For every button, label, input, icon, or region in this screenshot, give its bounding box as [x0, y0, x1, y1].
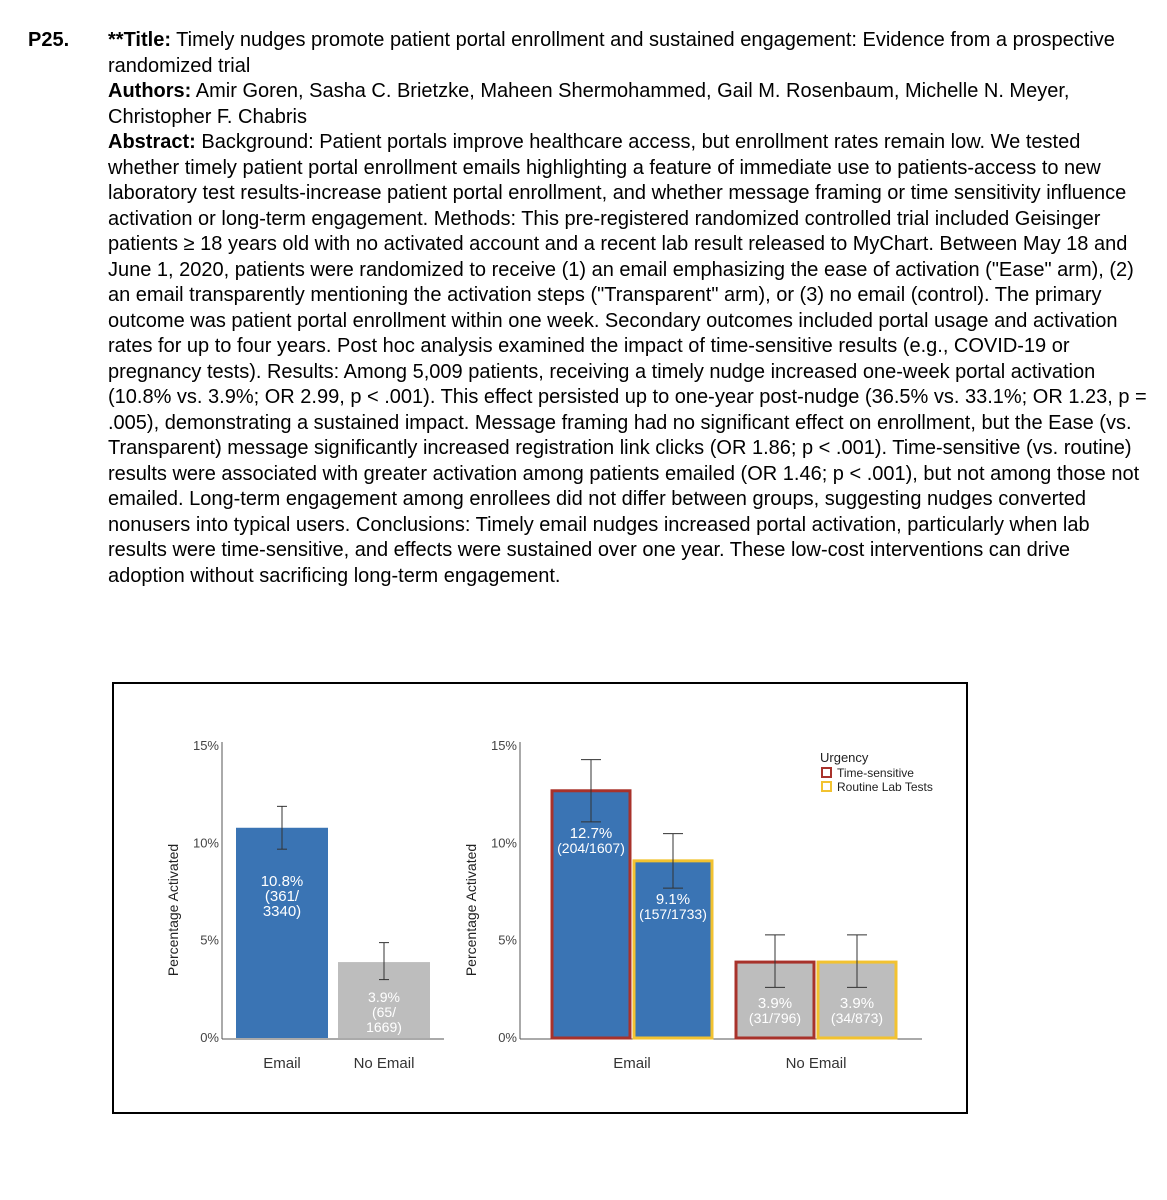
chart2-x-category: No Email [785, 1055, 847, 1072]
chart2-data-label: (34/873) [830, 1010, 884, 1026]
chart2-data-label: 12.7% [569, 825, 613, 842]
chart1-data-label: 10.8% [260, 873, 304, 890]
chart1-x-category: No Email [353, 1055, 415, 1072]
chart2-legend-swatch [822, 782, 831, 791]
chart2-data-label: 9.1% [655, 891, 691, 908]
title-paragraph [108, 28, 1148, 79]
chart1-data-label: (361/ [264, 888, 300, 905]
authors-label: Authors: [108, 80, 192, 102]
chart1-bar-email [236, 828, 328, 1038]
chart1-x-category: Email [263, 1055, 301, 1072]
chart2-legend-swatch [822, 768, 831, 777]
chart1-y-tick-label: 0% [200, 1030, 219, 1045]
chart1-y-tick-label: 10% [192, 835, 219, 851]
entry-number: P25. [28, 29, 70, 51]
chart1-y-axis-label: Percentage Activated [165, 843, 181, 977]
title-label: **Title: [108, 29, 171, 51]
chart1-data-label: 3.9% [368, 989, 400, 1005]
chart1-y-tick-label: 15% [192, 738, 219, 753]
abstract-text: Background: Patient portals improve healthcare access, but enrollment rates remain low. We tested whether timely patient portal enrollment emails highlighting a feature of immediate use to patients-access to new laboratory test results-increase patient portal enrollment, and whether message framing or time sensitivity influence activation or long-term engagement. Methods: This pre-registered randomized controlled trial included Geisinger patients ≥ 18 years old with no activated account and a recent lab result released to MyChart. Between May 18 and June 1, 2020, patients were randomized to receive (1) an email emphasizing the ease of activation ("Ease" arm), (2) an email transparently mentioning the activation steps ("Transparent" arm), or (3) no email (control). The primary outcome was patient portal enrollment within one week. Secondary outcomes included portal usage and activation rates for up to four years. Post hoc analysis examined the impact of time-sensitive results (e.g., COVID-19 or pregnancy tests). Results: Among 5,009 patients, receiving a timely nudge increased one-week portal activation (10.8% vs. 3.9%; OR 2.99, p < .001). This effect persisted up to one-year post-nudge (36.5% vs. 33.1%; OR 1.23, p = .005), demonstrating a sustained impact. Message framing had no significant effect on enrollment, but the Ease (vs. Transparent) message significantly increased registration link clicks (OR 1.86; p < .001). Time-sensitive (vs. routine) results were associated with greater activation among patients emailed (OR 1.46; p < .001), but not among those not emailed. Long-term engagement among enrollees did not differ between groups, suggesting nudges converted nonusers into typical users. Conclusions: Timely email nudges increased portal activation, particularly when lab results were time-sensitive, and effects were sustained over one year. These low-cost interventions can drive adoption without sacrificing long-term engagement. [108, 131, 1147, 587]
chart1-data-label: (65/ [371, 1004, 397, 1020]
chart1-data-label: 1669) [366, 1019, 402, 1035]
chart2-legend-title: Urgency [820, 750, 869, 765]
chart2-legend-entry: Time-sensitive [837, 766, 914, 780]
chart1-y-tick-label: 5% [200, 932, 219, 948]
title-text: Timely nudges promote patient portal enrollment and sustained engagement: Evidence from a prospective randomized trial [108, 29, 1115, 77]
chart2-data-label: (31/796) [748, 1010, 802, 1026]
entry-body [108, 28, 1148, 589]
chart2-y-tick-label: 15% [490, 738, 517, 753]
chart2-data-label: (157/1733) [639, 906, 707, 922]
chart2-y-axis-label: Percentage Activated [463, 843, 479, 977]
authors-text: Amir Goren, Sasha C. Brietzke, Maheen Shermohammed, Gail M. Rosenbaum, Michelle N. Meyer, Christopher F. Chabris [108, 80, 1070, 128]
chart2-data-label: 3.9% [839, 995, 875, 1012]
authors-paragraph [108, 79, 1148, 130]
chart2-y-tick-label: 0% [498, 1030, 517, 1045]
chart2-data-label: (204/1607) [557, 840, 625, 856]
figure-svg [114, 684, 966, 1112]
chart2-legend-entry: Routine Lab Tests [837, 780, 933, 794]
chart2-data-label: 3.9% [757, 995, 793, 1012]
chart1-data-label: 3340) [262, 903, 302, 920]
abstract-paragraph [108, 130, 1148, 589]
chart2-x-category: Email [613, 1055, 651, 1072]
chart2-y-tick-label: 10% [490, 835, 517, 851]
figure-panel [112, 682, 968, 1114]
chart2-y-tick-label: 5% [498, 932, 517, 948]
abstract-label: Abstract: [108, 131, 196, 153]
